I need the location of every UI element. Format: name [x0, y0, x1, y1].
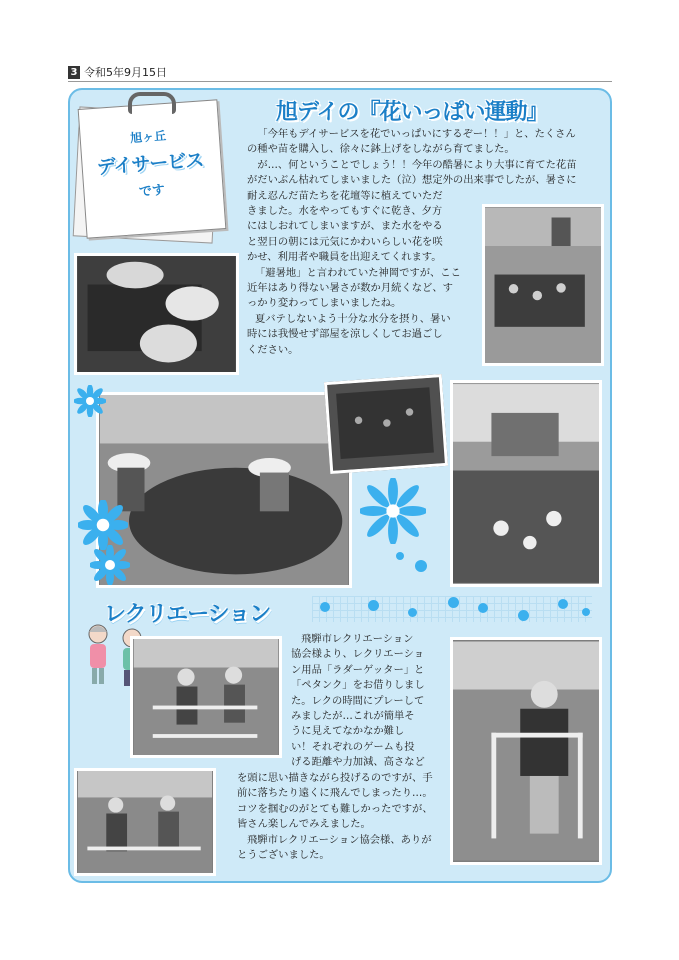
text-line: ン用品「ラダーゲッター」と [291, 663, 425, 676]
photo-flowerbed-planting [96, 392, 352, 588]
text-line: 「避暑地」と言われていた神岡ですが、ここ [255, 266, 461, 279]
text-line: きました。水をやってもすぐに乾き、夕方 [247, 205, 443, 217]
text-line: 飛騨市レクリエーション協会様、ありが [247, 833, 432, 846]
photo-flower-tray [482, 204, 604, 366]
text-line: が…、何ということでしょう！！今年の酷暑により大事に育てた花苗 [257, 158, 577, 171]
photo-flowers-garden [450, 380, 602, 587]
article1-intro [247, 127, 602, 204]
photo-ladder-game-group [130, 636, 282, 758]
text-line: た。レクの時間にプレーして [291, 694, 425, 707]
text-line: 皆さん楽しんでみえました。 [237, 818, 371, 831]
text-line: っかり変わってしまいましたね。 [247, 297, 402, 310]
card-suffix: です [138, 183, 166, 200]
text-line: かせ、利用者や職員を出迎えてくれます。 [247, 251, 442, 264]
text-line: とうございました。 [237, 849, 330, 862]
header-rule [68, 81, 612, 82]
text-line: 近年はあり得ない暑さが数か月続くなど、す [247, 282, 453, 295]
text-line: にはしおれてしまいますが、また水をやる [247, 220, 443, 233]
decor-dot [415, 560, 427, 572]
text-line: と翌日の朝には元気にかわいらしい花を咲 [247, 235, 443, 248]
issue-date: 令和5年9月15日 [84, 66, 167, 79]
text-line: 耐え忍んだ苗たちを花壇等に植えていただ [247, 189, 443, 202]
text-line: がだいぶん枯れてしまいました（泣）想定外の出来事でしたが、暑さに [247, 174, 577, 187]
decor-dot [558, 599, 568, 609]
photo-ladder-game-players [74, 768, 216, 876]
text-line: 前に落ちたり遠くに飛んでしまったり…。 [237, 787, 433, 800]
photo-ladder-throw [450, 637, 602, 865]
article2-body-narrow [291, 632, 443, 771]
flower-icon [90, 545, 130, 585]
text-line: い！それぞれのゲームも投 [291, 740, 415, 753]
decor-dot [368, 600, 379, 611]
article2-body-wide [237, 771, 443, 863]
notecard-text [82, 123, 219, 203]
text-line: ください。 [247, 343, 299, 356]
text-line: みましたが…これが簡単そ [291, 710, 415, 723]
text-line: 「ペタンク」をお借りしまし [291, 679, 425, 692]
text-line: うに見えてなかなか難し [291, 725, 405, 738]
decor-dot [320, 602, 330, 612]
photo-hands-planting [74, 253, 239, 375]
photo-seedling-tray [324, 374, 448, 474]
text-line: の種や苗を購入し、徐々に鉢上げをしながら育てました。 [247, 143, 515, 156]
text-line: 協会様より、レクリエーショ [291, 648, 425, 661]
card-location: 旭ヶ丘 [129, 128, 167, 146]
flower-icon [360, 478, 426, 544]
text-line: コツを掴むのがとても難しかったですが、 [237, 802, 433, 815]
decor-dot [582, 608, 590, 616]
text-line: 「今年もデイサービスを花でいっぱいにするぞー！！」と、たくさん [257, 128, 576, 140]
decor-dot [518, 610, 529, 621]
text-line: げる距離や力加減、高さなど [291, 756, 425, 769]
card-facility: デイサービス [96, 149, 205, 179]
decor-dot [408, 608, 417, 617]
decor-dot [448, 597, 459, 608]
article1-title: 旭デイの『花いっぱい運動』 [276, 100, 548, 125]
text-line: 時には我慢せず部屋を涼しくしてお過ごし [247, 328, 443, 341]
article2-title: レクリエーション [104, 602, 271, 627]
clip-icon [128, 92, 176, 114]
flower-icon [74, 385, 106, 417]
text-line: 夏バテしないよう十分な水分を摂り、暑い [255, 312, 451, 325]
article1-body [247, 204, 475, 358]
decor-dot [478, 603, 488, 613]
flower-icon [78, 500, 128, 550]
decor-dot [396, 552, 404, 560]
text-line: 飛騨市レクリエーション [301, 633, 414, 645]
page-number: 3 [68, 66, 80, 79]
text-line: を頭に思い描きながら投げるのですが、手 [237, 772, 433, 784]
